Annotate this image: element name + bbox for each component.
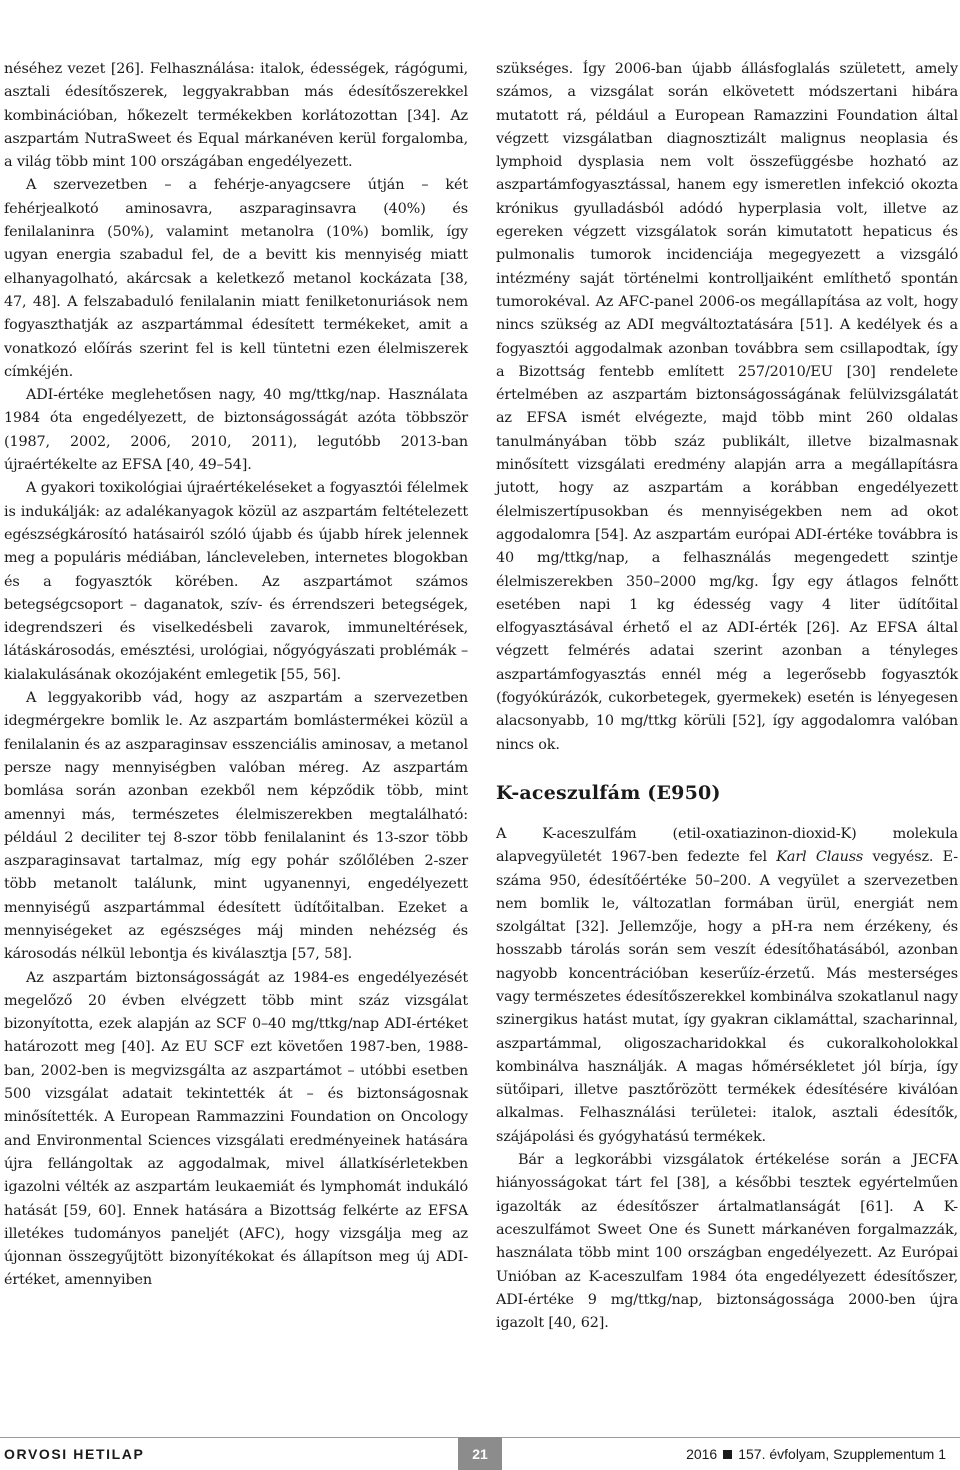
right-column xyxy=(496,58,958,1335)
paragraph: A gyakori toxikológiai újraértékeléseket a fogyasztói félelmek is indukálják: az adalékanyagok közül az aszpartám feltételezett egészségkárosító hatásairól szóló újabb és újabb hírek jelennek meg a populáris médiában, láncleveleben, internetes blogokban és a fogyasztók körében. Az aszpartámot számos betegségcsoport – daganatok, szív- és érrendszeri betegségek, idegrendszeri és viselkedésbeli zavarok, immuneltérések, látáskárosodás, emésztési, urológiai, nőgyógyászati problémák – kialakulásának okozójaként emlegetik [55, 56]. xyxy=(4,480,468,683)
text-run: A K-aceszulfám (etil-oxatiazinon-dioxid-K) molekula alapvegyületét 1967-ben fedezte fel xyxy=(496,825,958,866)
paragraph: Bár a legkorábbi vizsgálatok értékelése során a JECFA hiányosságokat tárt fel [38], a későbbi tesztek egyértelműen igazolták az édesítőszer ártalmatlanságát [61]. A K-aceszulfámot Sweet One és Sunett márkanéven forgalmazzák, használata több mint 100 országban engedélyezett. Az Európai Unióban az K-aceszulfam 1984 óta engedélyezett édesítőszer, ADI-értéke 9 mg/ttkg/nap, biztonságossága 2000-ben újra igazolt [40, 62]. xyxy=(496,1152,958,1332)
page-number: 21 xyxy=(458,1437,502,1470)
paragraph: A szervezetben – a fehérje-anyagcsere útján – két fehérjealkotó aminosavra, aszparaginsavra (40%) és fenilalaninra (50%), valamint metanolra (10%) bomlik, így ugyan energia szabadul fel, de a bevitt kis mennyiség miatt elhanyagolható, akárcsak a keletkező metanol kockázata [38, 47, 48]. A felszabaduló fenilalanin miatt fenilketonuriások nem fogyaszthatják az aszpartámmal édesített termékeket, amit a vonatkozó előírás szerint fel is kell tüntetni ezen élelmiszerek címkéjén. xyxy=(4,177,468,380)
paragraph: szükséges. Így 2006-ban újabb állásfoglalás született, amely számos, a vizsgálat során elkövetett módszertani hibára mutatott rá, például a European Ramazzini Foundation által végzett vizsgálatban diagnosztizált malignus neoplasia és lymphoid dysplasia nem volt összefüggésbe hozható az aszpartámfogyasztással, hanem egy ismeretlen infekció okozta krónikus gyulladásból adódó hyperplasia volt, illetve az egereken végzett vizsgálatok során kimutatott hepaticus és pulmonalis tumorok incidenciája megegyezett a vizsgáló intézmény saját történelmi kontrolljaiként említhető spontán tumorokéval. Az AFC-panel 2006-os megállapítása az volt, hogy nincs szükség az ADI megváltoztatására [51]. A kedélyek és a fogyasztói aggodalmak azonban továbbra sem csillapodtak, így a Bizottság fentebb említett 257/2010/EU [30] rendelete értelmében az aszpartám biztonságosságának felülvizsgálatát az EFSA ismét elvégezte, majd több mint 260 oldalas tanulmányában több száz publikált, illetve bizalmasnak minősített vizsgálati eredmény alapján arra a megállapításra jutott, hogy az aszpartám a korábban engedélyezett élelmiszertípusokban és mennyiségekben nem ad okot aggodalomra [54]. Az aszpartám európai ADI-értéke továbbra is 40 mg/ttkg/nap, a felhasználás megengedett szintje élelmiszerekben 350–2000 mg/kg. Így egy átlagos felnőtt esetében napi 1 kg édesség vagy 4 liter üdítőital elfogyasztásával érhető el az ADI-érték [26]. Az EFSA által végzett felmérés adatai szerint azonban a tényleges aszpartámfogyasztás ennél még a legerősebb fogyasztók (fogyókúrázók, cukorbetegek, gyermekek) esetén is lényegesen alacsonyabb, 10 mg/ttkg körüli [52], így aggodalomra valóban nincs ok. xyxy=(496,61,958,753)
journal-name: ORVOSI HETILAP xyxy=(4,1446,145,1462)
issue-year: 2016 xyxy=(686,1446,718,1462)
page-footer xyxy=(0,1437,960,1470)
left-column xyxy=(4,58,468,1293)
text-run: vegyész. E-száma 950, édesítőértéke 50–200. A vegyület a szervezetben nem bomlik le, változatlan formában ürül, energiát nem szolgáltat [32]. Jellemzője, hogy a pH-ra nem érzékeny, és hosszabb tárolás során sem veszít édesítőhatásából, azonban nagyobb koncentrációban keserűíz-érzetű. Más mesterséges vagy természetes édesítőszerekkel kombinálva szokatlanul nagy szinergikus hatást mutat, így gyakran ciklamáttal, szacharinnal, aszpartámmal, oligoszacharidokkal és cukoralkoholokkal kombinálva használják. A magas hőmérsékletet jól bírja, így sütőipari, illetve pasztőrözött termékek édesítésére kiválóan alkalmas. Felhasználási területei: italok, asztali édesítők, szájápolási és gyógyhatású termékek. xyxy=(496,849,958,1145)
issue-volume: 157. évfolyam, Szupplementum 1 xyxy=(738,1446,946,1462)
paragraph xyxy=(496,823,958,1149)
square-bullet-icon xyxy=(723,1450,732,1459)
paragraph: ADI-értéke meglehetősen nagy, 40 mg/ttkg/nap. Használata 1984 óta engedélyezett, de biztonságosságát azóta többször (1987, 2002, 2006, 2010, 2011), legutóbb 2013-ban újraértékelte az EFSA [40, 49–54]. xyxy=(4,387,468,474)
person-name: Karl Clauss xyxy=(776,849,864,866)
paragraph: A leggyakoribb vád, hogy az aszpartám a szervezetben idegmérgekre bomlik le. Az aszpartám bomlástermékei közül a fenilalanin és az aszparaginsav esszenciális aminosav, a metanol persze nagy mennyiségben valóban méreg. Az aszpartám bomlása során azonban ezekből nem képződik több, mint amennyi más, természetes élelmiszerekben megtalálható: például 2 deciliter tej 8-szor több fenilalanint és 13-szor több aszparaginsavat tartalmaz, míg egy pohár szőlőlében 2-szer több metanolt találunk, mint ugyanennyi, engedélyezett mennyiségű aszpartámmal édesített üdítőitalban. Ezeket a mennyiségeket az egészséges máj minden nehézség és károsodás nélkül lebontja és kiválasztja [57, 58]. xyxy=(4,690,468,963)
section-heading: K-aceszulfám (E950) xyxy=(496,781,721,804)
paragraph: néséhez vezet [26]. Felhasználása: italok, édességek, rágógumi, asztali édesítőszerek, leggyakrabban más édesítőszerekkel kombinációban, hőkezelt termékekben korlátozottan [34]. Az aszpartám NutraSweet és Equal márkanéven kerül forgalomba, a világ több mint 100 országában engedélyezett. xyxy=(4,61,468,171)
issue-info xyxy=(686,1446,946,1462)
paragraph: Az aszpartám biztonságosságát az 1984-es engedélyezését megelőző 20 évben elvégzett több mint száz vizsgálat bizonyította, ezek alapján az SCF 0–40 mg/ttkg/nap ADI-értéket határozott meg [40]. Az EU SCF ezt követően 1987-ben, 1988-ban, 2002-ben is megvizsgálta az aszpartámot – utóbbi esetben 500 vizsgálat adatait tekintették át – és biztonságosnak minősítették. A European Rammazzini Foundation on Oncology and Environmental Sciences vizsgálati eredményeinek hatására újra fellángoltak az aggodalmak, mivel állatkísérletekben igazolni vélték az aszpartám leukaemiát és lymphomát indukáló hatását [59, 60]. Ennek hatására a Bizottság felkérte az EFSA illetékes tudományos paneljét (AFC), hogy vizsgálja meg az újonnan összegyűjtött bizonyítékokat és állapítson meg új ADI-értéket, amennyiben xyxy=(4,969,468,1289)
